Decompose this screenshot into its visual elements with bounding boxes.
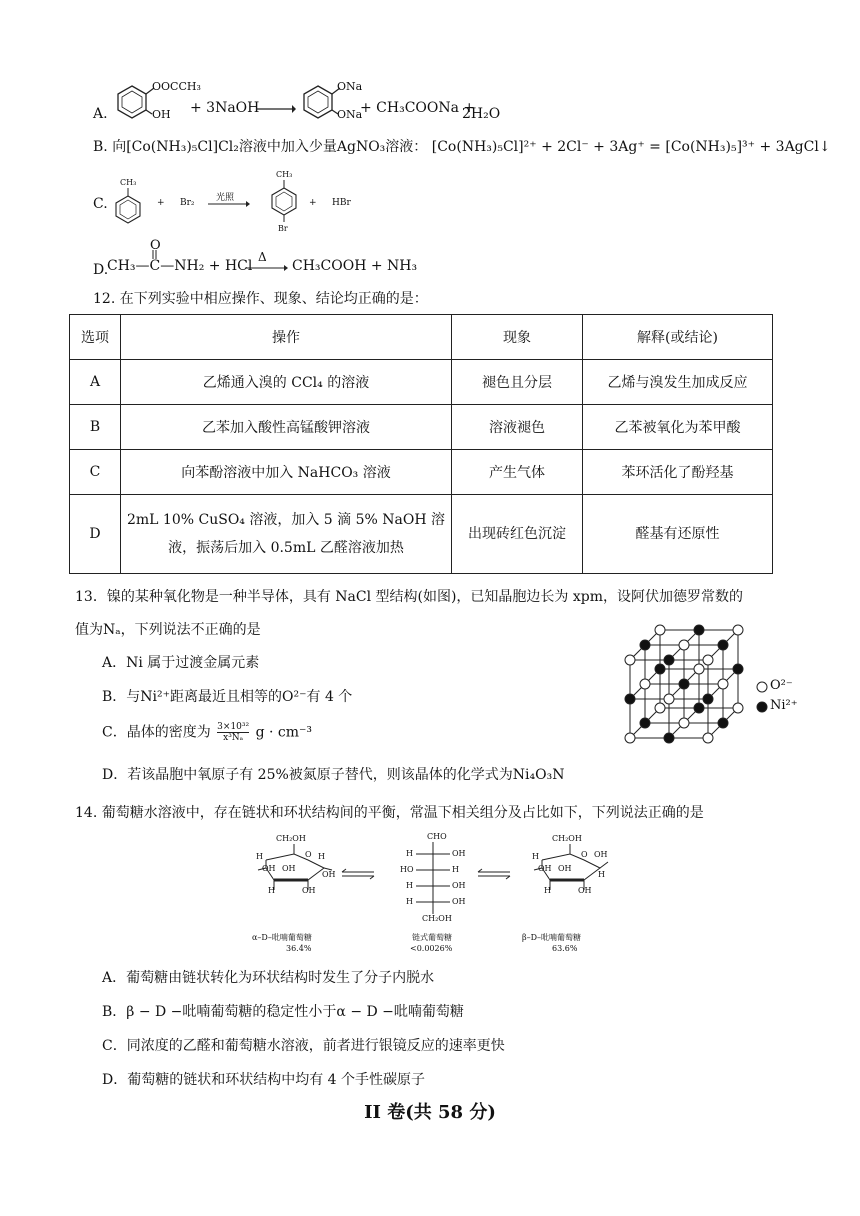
beta-oh-c3: OH (558, 864, 572, 873)
q11-option-d-label: D. (93, 262, 109, 278)
q11-c-plus2: + (309, 198, 317, 208)
q12-cell-operation: 乙烯通入溴的 CCl₄ 的溶液 (121, 360, 452, 405)
q12-cell-option: A (70, 360, 121, 405)
q12-cell-operation: 向苯酚溶液中加入 NaHCO₃ 溶液 (121, 450, 452, 495)
q14-option-d: D．葡萄糖的链状和环状结构中均有 4 个手性碳原子 (102, 1072, 426, 1088)
q11-c-condition: 光照 (216, 193, 235, 203)
q11-option-a-label: A. (93, 106, 108, 122)
q12-cell-phenomenon: 产生气体 (452, 450, 583, 495)
chain-h-c5: H (406, 897, 413, 906)
alpha-h-right: H (318, 852, 325, 861)
q12-cell-conclusion: 乙苯被氧化为苯甲酸 (583, 405, 773, 450)
table-row (70, 405, 773, 450)
q13-stem-line2: 值为Nₐ，下列说法不正确的是 (75, 622, 261, 638)
o2-legend-icon (756, 681, 768, 693)
ni2-legend-icon (756, 701, 768, 713)
q12-cell-option: D (70, 495, 121, 574)
q13-legend-ni: Ni²⁺ (770, 698, 798, 713)
table-row (70, 360, 773, 405)
q12-cell-conclusion: 乙烯与溴发生加成反应 (583, 360, 773, 405)
beta-glucose-structure (522, 840, 622, 900)
chain-oh-c4: OH (452, 881, 466, 890)
q11-c-ch3: CH₃ (120, 178, 137, 187)
equilibrium-arrow-right (476, 868, 512, 880)
alpha-pct: 36.4% (286, 944, 312, 953)
q13-legend-o: O²⁻ (770, 678, 793, 693)
q12-cell-conclusion: 苯环活化了酚羟基 (583, 450, 773, 495)
chain-ch2oh: CH₂OH (422, 914, 452, 923)
q11-c-plus1: + (157, 198, 165, 208)
beta-ring-o: O (581, 850, 588, 859)
q12-cell-phenomenon: 溶液褪色 (452, 405, 583, 450)
q12-header-phenomenon: 现象 (452, 315, 583, 360)
q11-a-ester-group: OOCCH₃ (152, 80, 201, 93)
alpha-oh-c2: OH (302, 886, 316, 895)
beta-ch2oh: CH₂OH (552, 834, 582, 843)
q12-cell-phenomenon: 褪色且分层 (452, 360, 583, 405)
chain-h-c2: H (406, 849, 413, 858)
q13-option-d: D．若该晶胞中氧原子有 25%被氮原子替代，则该晶体的化学式为Ni₄O₃N (102, 767, 565, 783)
q14-option-b: B．β − D −吡喃葡萄糖的稳定性小于α − D −吡喃葡萄糖 (102, 1004, 464, 1020)
q11-d-arrow (246, 264, 288, 272)
q12-cell-operation: 2mL 10% CuSO₄ 溶液，加入 5 滴 5% NaOH 溶 液，振荡后加入 0.5mL 乙醛溶液加热 (121, 495, 452, 574)
q13-option-b: B．与Ni²⁺距离最近且相等的O²⁻有 4 个 (102, 689, 353, 705)
q11-c-product-ch3: CH₃ (276, 170, 293, 179)
q11-a-water: 2H₂O (462, 106, 501, 122)
beta-h-top: H (532, 852, 539, 861)
alpha-name: α–D–吡喃葡萄糖 (252, 933, 312, 942)
q11-d-right: CH₃COOH + NH₃ (292, 258, 418, 274)
q11-c-hbr: HBr (332, 198, 351, 208)
q11-c-product-br: Br (278, 224, 288, 233)
alpha-oh-c4: OH (262, 864, 276, 873)
q11-option-b: B. 向[Co(NH₃)₅Cl]Cl₂溶液中加入少量AgNO₃溶液： [Co(NH₃)₅Cl]²⁺ + 2Cl⁻ + 3Ag⁺ = [Co(NH₃)₅]³⁺ + 3AgCl↓ (93, 139, 831, 155)
beta-name: β–D–吡喃葡萄糖 (522, 933, 582, 942)
alpha-oh-c1: OH (322, 870, 336, 879)
beta-oh-c4: OH (538, 864, 552, 873)
q12-stem: 12. 在下列实验中相应操作、现象、结论均正确的是： (93, 291, 428, 307)
alpha-ch2oh: CH₂OH (276, 834, 306, 843)
q13-option-c: C．晶体的密度为 $\frac{\text{3×10³²}}{\text{x³Nₐ}}$ g · cm⁻³ (102, 722, 312, 743)
q12-cell-option: B (70, 405, 121, 450)
q11-a-reagent: + 3NaOH (190, 100, 260, 116)
beta-h-c1: H (598, 870, 605, 879)
chain-name: 链式葡萄糖 (412, 933, 452, 942)
q12-header-operation: 操作 (121, 315, 452, 360)
q11-a-product-ona-top: ONa (337, 80, 363, 93)
beta-oh-c2: OH (578, 886, 592, 895)
q11-a-products: + CH₃COONa + (360, 100, 476, 116)
chain-h-c4: H (406, 881, 413, 890)
q12-header-option: 选项 (70, 315, 121, 360)
q11-a-hydroxyl: OH (152, 108, 171, 121)
table-row (70, 450, 773, 495)
alpha-h-bottom: H (268, 886, 275, 895)
q11-option-c-label: C. (93, 196, 108, 212)
chain-ho-c3: HO (400, 865, 414, 874)
chain-pct: <0.0026% (410, 944, 453, 953)
beta-h-bottom: H (544, 886, 551, 895)
equilibrium-arrow-left (340, 868, 376, 880)
q11-d-condition: Δ (258, 250, 267, 264)
chain-cho: CHO (427, 832, 447, 841)
chain-oh-c2: OH (452, 849, 466, 858)
q11-d-left: CH₃—C—NH₂ + HCl (107, 258, 253, 274)
q12-cell-option: C (70, 450, 121, 495)
q11-a-product-ona-bottom: ONa (337, 108, 363, 121)
q12-cell-operation: 乙苯加入酸性高锰酸钾溶液 (121, 405, 452, 450)
q11-c-arrow (208, 200, 250, 208)
q11-d-carbonyl-o: O (150, 238, 161, 253)
alpha-h-top: H (256, 852, 263, 861)
q14-stem: 14. 葡萄糖水溶液中，存在链状和环状结构间的平衡，常温下相关组分及占比如下，下列说法正确的是 (75, 805, 704, 821)
table-row (70, 495, 773, 574)
q13-stem-line1: 13．镍的某种氧化物是一种半导体，具有 NaCl 型结构(如图)，已知晶胞边长为 xpm，设阿伏加德罗常数的 (75, 589, 744, 605)
q12-cell-phenomenon: 出现砖红色沉淀 (452, 495, 583, 574)
beta-pct: 63.6% (552, 944, 578, 953)
q12-table (69, 314, 773, 574)
beta-oh-c1: OH (594, 850, 608, 859)
q11-c-br2: Br₂ (180, 198, 195, 208)
q14-option-a: A．葡萄糖由链状转化为环状结构时发生了分子内脱水 (102, 970, 435, 986)
section-title: II 卷(共 58 分) (364, 1102, 496, 1123)
alpha-ring-o: O (305, 850, 312, 859)
alpha-oh-c3: OH (282, 864, 296, 873)
q14-option-c: C．同浓度的乙醛和葡萄糖水溶液，前者进行银镜反应的速率更快 (102, 1038, 505, 1054)
q11-a-arrow (256, 104, 296, 114)
chain-oh-c5: OH (452, 897, 466, 906)
q12-cell-conclusion: 醛基有还原性 (583, 495, 773, 574)
chain-h-c3: H (452, 865, 459, 874)
q13-option-a: A．Ni 属于过渡金属元素 (102, 655, 260, 671)
q12-header-conclusion: 解释(或结论) (583, 315, 773, 360)
nacl-crystal-lattice (622, 624, 748, 746)
